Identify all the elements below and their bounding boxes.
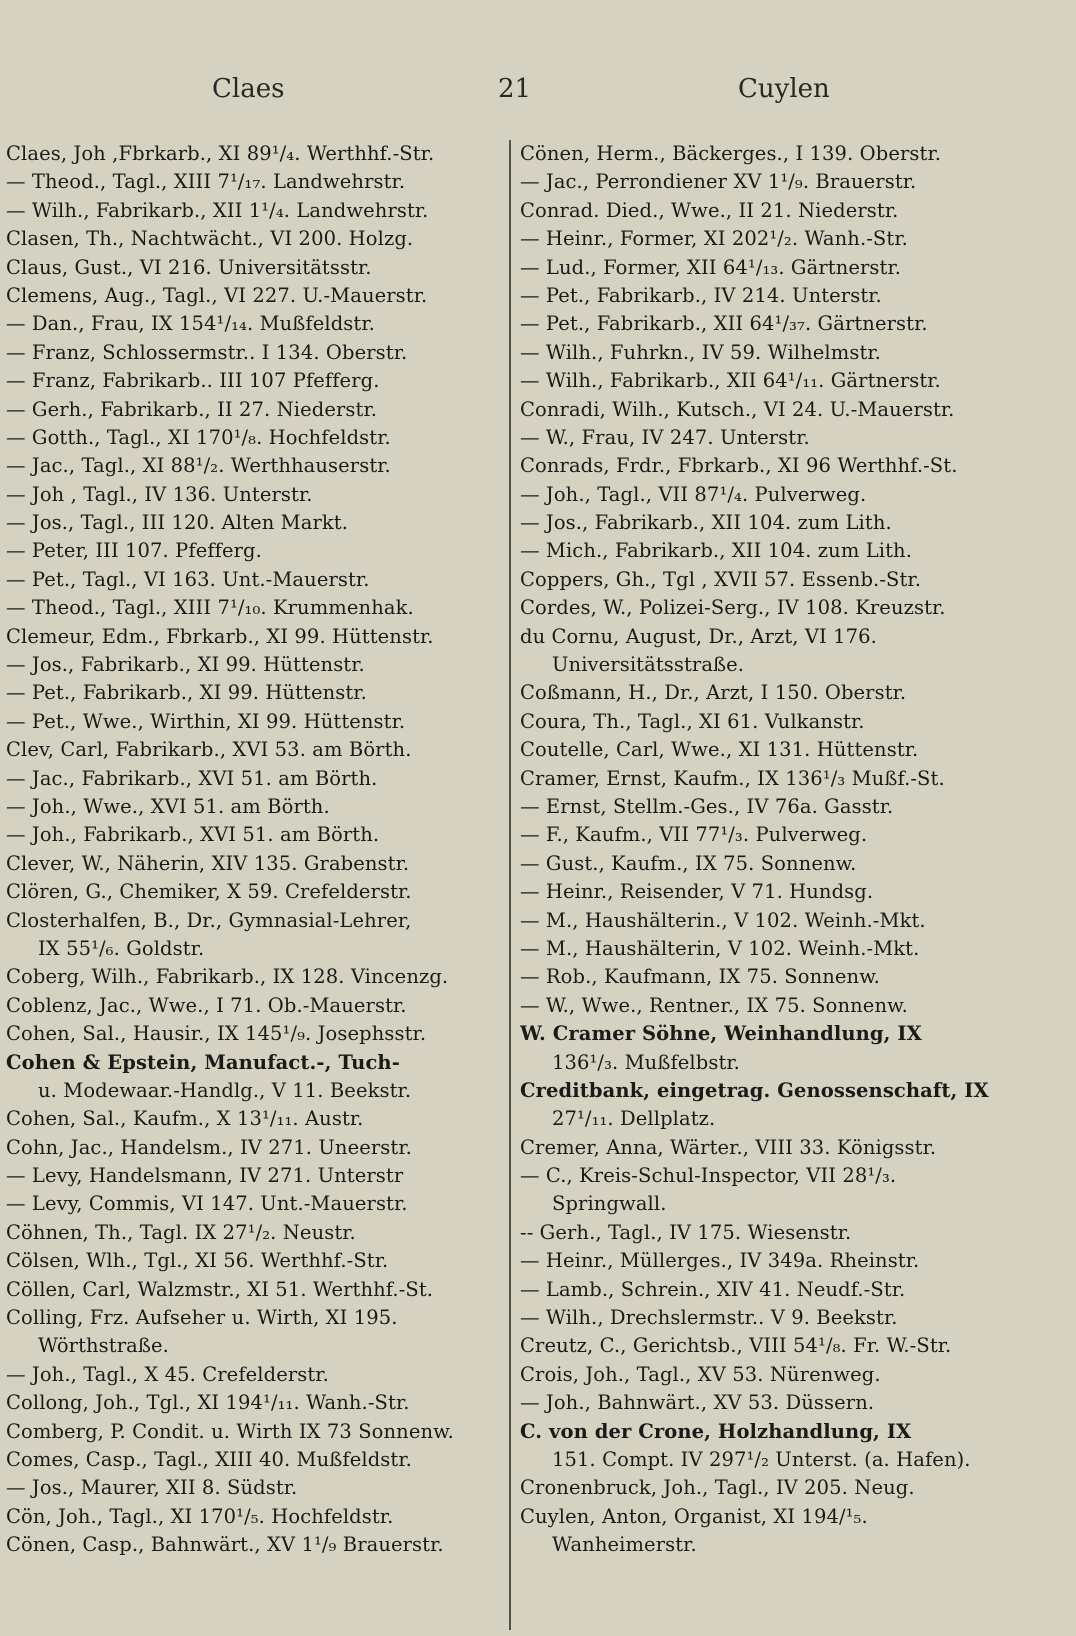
directory-entry: — Joh., Tagl., X 45. Crefelderstr. <box>6 1362 329 1386</box>
directory-entry: Comberg, P. Condit. u. Wirth IX 73 Sonnenw. <box>6 1419 454 1443</box>
directory-entry: Cuylen, Anton, Organist, XI 194/¹₅. <box>520 1504 868 1528</box>
directory-entry: — Pet., Tagl., VI 163. Unt.-Mauerstr. <box>6 567 370 591</box>
directory-entry: Cönen, Herm., Bäckerges., I 139. Oberstr. <box>520 142 942 165</box>
directory-entry: — Lud., Former, XII 64¹/₁₃. Gärtnerstr. <box>520 255 902 279</box>
directory-entry: Coutelle, Carl, Wwe., XI 131. Hüttenstr. <box>520 738 919 762</box>
directory-entry: — Gust., Kaufm., IX 75. Sonnenw. <box>520 851 857 875</box>
directory-entry: — W., Frau, IV 247. Unterstr. <box>520 425 810 449</box>
left-column <box>6 140 506 1630</box>
directory-entry: Cohen, Sal., Kaufm., X 13¹/₁₁. Austr. <box>6 1107 364 1131</box>
directory-entry: Cohen, Sal., Hausir., IX 145¹/₉. Josephsstr. <box>6 1022 427 1046</box>
directory-entry: C. von der Crone, Holzhandlung, IX <box>520 1419 912 1443</box>
directory-entry: Clören, G., Chemiker, X 59. Crefelderstr. <box>6 880 412 904</box>
directory-entry: — Levy, Handelsmann, IV 271. Unterstr <box>6 1164 404 1188</box>
directory-entry: Conradi, Wilh., Kutsch., VI 24. U.-Mauerstr. <box>520 397 955 421</box>
directory-entry: — M., Haushälterin, V 102. Weinh.-Mkt. <box>520 936 920 960</box>
directory-entry-continuation: u. Modewaar.-Handlg., V 11. Beekstr. <box>38 1078 412 1102</box>
directory-entry: Cordes, W., Polizei-Serg., IV 108. Kreuzstr. <box>520 596 946 620</box>
directory-entry: Coßmann, H., Dr., Arzt, I 150. Oberstr. <box>520 681 907 705</box>
directory-entry: Coppers, Gh., Tgl , XVII 57. Essenb.-Str. <box>520 567 922 591</box>
directory-entry: -- Gerh., Tagl., IV 175. Wiesenstr. <box>520 1220 852 1244</box>
directory-entry: — Pet., Fabrikarb., IV 214. Unterstr. <box>520 283 882 307</box>
directory-entry: Conrad. Died., Wwe., II 21. Niederstr. <box>520 198 899 222</box>
directory-entry: — Wilh., Fabrikarb., XII 64¹/₁₁. Gärtnerstr. <box>520 369 941 393</box>
directory-entry: — Joh., Bahnwärt., XV 53. Düssern. <box>520 1391 875 1415</box>
directory-entry: — Jac., Perrondiener XV 1¹/₉. Brauerstr. <box>520 170 917 194</box>
directory-entry: — Gerh., Fabrikarb., II 27. Niederstr. <box>6 397 378 421</box>
directory-entry: Clasen, Th., Nachtwächt., VI 200. Holzg. <box>6 227 414 251</box>
directory-entry: — Heinr., Former, XI 202¹/₂. Wanh.-Str. <box>520 227 908 251</box>
directory-entry: Coblenz, Jac., Wwe., I 71. Ob.-Mauerstr. <box>6 993 407 1017</box>
directory-entry: — F., Kaufm., VII 77¹/₃. Pulverweg. <box>520 823 868 847</box>
directory-entry: — Jos., Maurer, XII 8. Südstr. <box>6 1476 298 1500</box>
page-number: 21 <box>498 74 532 104</box>
directory-entry: — Wilh., Fabrikarb., XII 1¹/₄. Landwehrstr. <box>6 198 429 222</box>
directory-entry: Cöhnen, Th., Tagl. IX 27¹/₂. Neustr. <box>6 1220 356 1244</box>
directory-entry: — Joh., Tagl., VII 87¹/₄. Pulverweg. <box>520 482 867 506</box>
directory-entry: Cön, Joh., Tagl., XI 170¹/₅. Hochfeldstr. <box>6 1504 394 1528</box>
directory-entry: — Peter, III 107. Pfefferg. <box>6 539 262 563</box>
directory-entry: Clemeur, Edm., Fbrkarb., XI 99. Hüttenstr. <box>6 624 434 648</box>
directory-entry: — Jac., Fabrikarb., XVI 51. am Börth. <box>6 766 378 790</box>
directory-entry: Coberg, Wilh., Fabrikarb., IX 128. Vincenzg. <box>6 965 449 989</box>
directory-entry-continuation: Wanheimerstr. <box>552 1533 697 1557</box>
directory-entry: du Cornu, August, Dr., Arzt, VI 176. <box>520 624 877 648</box>
right-column <box>520 140 1020 1630</box>
directory-entry: — Mich., Fabrikarb., XII 104. zum Lith. <box>520 539 912 563</box>
directory-entry: — Pet., Fabrikarb., XII 64¹/₃₇. Gärtnerstr. <box>520 312 928 336</box>
directory-entry: Closterhalfen, B., Dr., Gymnasial-Lehrer, <box>6 908 412 932</box>
directory-entry: Cöllen, Carl, Walzmstr., XI 51. Werthhf.-St. <box>6 1277 434 1301</box>
directory-entry: Conrads, Frdr., Fbrkarb., XI 96 Werthhf.-St. <box>520 454 958 478</box>
directory-entry: Comes, Casp., Tagl., XIII 40. Mußfeldstr. <box>6 1447 412 1471</box>
page-header <box>0 74 1076 118</box>
directory-entry: Cohen & Epstein, Manufact.-, Tuch- <box>6 1050 400 1074</box>
directory-entry: Claus, Gust., VI 216. Universitätsstr. <box>6 255 372 279</box>
directory-entry-continuation: Springwall. <box>552 1192 667 1216</box>
directory-entry: Colling, Frz. Aufseher u. Wirth, XI 195. <box>6 1306 398 1330</box>
directory-entry: Collong, Joh., Tgl., XI 194¹/₁₁. Wanh.-Str. <box>6 1391 410 1415</box>
directory-entry: — Jos., Tagl., III 120. Alten Markt. <box>6 511 349 535</box>
directory-entry: Creditbank, eingetrag. Genossenschaft, IX <box>520 1078 989 1102</box>
directory-entry: Cramer, Ernst, Kaufm., IX 136¹/₃ Mußf.-St. <box>520 766 945 790</box>
directory-entry: — M., Haushälterin., V 102. Weinh.-Mkt. <box>520 908 926 932</box>
directory-entry: — Pet., Fabrikarb., XI 99. Hüttenstr. <box>6 681 367 705</box>
directory-entry: — Theod., Tagl., XIII 7¹/₁₇. Landwehrstr. <box>6 170 406 194</box>
directory-entry: — Jos., Fabrikarb., XI 99. Hüttenstr. <box>6 653 365 677</box>
directory-entry: — Wilh., Fuhrkn., IV 59. Wilhelmstr. <box>520 340 881 364</box>
directory-entry-continuation: 151. Compt. IV 297¹/₂ Unterst. (a. Hafen). <box>552 1447 971 1471</box>
directory-entry: — Gotth., Tagl., XI 170¹/₈. Hochfeldstr. <box>6 425 391 449</box>
directory-entry: — Jos., Fabrikarb., XII 104. zum Lith. <box>520 511 892 535</box>
directory-entry: Crois, Joh., Tagl., XV 53. Nürenweg. <box>520 1362 881 1386</box>
directory-entry: Cremer, Anna, Wärter., VIII 33. Königsstr. <box>520 1135 937 1159</box>
directory-entry-continuation: Wörthstraße. <box>38 1334 169 1358</box>
directory-entry: Clev, Carl, Fabrikarb., XVI 53. am Börth. <box>6 738 412 762</box>
directory-entry: — Wilh., Drechslermstr.. V 9. Beekstr. <box>520 1306 898 1330</box>
header-last-entry: Cuylen <box>738 74 830 104</box>
directory-entry: W. Cramer Söhne, Weinhandlung, IX <box>520 1022 922 1046</box>
directory-entry: — Levy, Commis, VI 147. Unt.-Mauerstr. <box>6 1192 408 1216</box>
directory-entry: — Dan., Frau, IX 154¹/₁₄. Mußfeldstr. <box>6 312 375 336</box>
directory-entry: — Franz, Fabrikarb.. III 107 Pfefferg. <box>6 369 380 393</box>
directory-entry: — Joh , Tagl., IV 136. Unterstr. <box>6 482 313 506</box>
directory-entry: — W., Wwe., Rentner., IX 75. Sonnenw. <box>520 993 908 1017</box>
column-divider <box>509 140 511 1630</box>
directory-entry: Creutz, C., Gerichtsb., VIII 54¹/₈. Fr. W.-Str. <box>520 1334 952 1358</box>
header-first-entry: Claes <box>212 74 285 104</box>
directory-entry: Coura, Th., Tagl., XI 61. Vulkanstr. <box>520 709 865 733</box>
directory-entry-continuation: 136¹/₃. Mußfelbstr. <box>552 1050 740 1074</box>
directory-entry: — Heinr., Reisender, V 71. Hundsg. <box>520 880 874 904</box>
directory-entry: Clever, W., Näherin, XIV 135. Grabenstr. <box>6 851 410 875</box>
directory-entry: — C., Kreis-Schul-Inspector, VII 28¹/₃. <box>520 1164 897 1188</box>
directory-entry: Cönen, Casp., Bahnwärt., XV 1¹/₉ Brauerstr. <box>6 1533 444 1557</box>
directory-entry: — Joh., Wwe., XVI 51. am Börth. <box>6 794 330 818</box>
directory-entry: — Lamb., Schrein., XIV 41. Neudf.-Str. <box>520 1277 906 1301</box>
directory-entry: — Franz, Schlossermstr.. I 134. Oberstr. <box>6 340 408 364</box>
directory-entry-continuation: 27¹/₁₁. Dellplatz. <box>552 1107 716 1131</box>
directory-entry-continuation: Universitätsstraße. <box>552 653 745 677</box>
directory-entry: — Joh., Fabrikarb., XVI 51. am Börth. <box>6 823 380 847</box>
directory-entry: Claes, Joh ,Fbrkarb., XI 89¹/₄. Werthhf.-Str. <box>6 142 435 165</box>
directory-entry: — Pet., Wwe., Wirthin, XI 99. Hüttenstr. <box>6 709 406 733</box>
directory-entry: Cronenbruck, Joh., Tagl., IV 205. Neug. <box>520 1476 915 1500</box>
directory-entry: — Heinr., Müllerges., IV 349a. Rheinstr. <box>520 1249 920 1273</box>
directory-entry: — Jac., Tagl., XI 88¹/₂. Werthhauserstr. <box>6 454 391 478</box>
directory-entry: — Ernst, Stellm.-Ges., IV 76a. Gasstr. <box>520 794 894 818</box>
directory-entry: Clemens, Aug., Tagl., VI 227. U.-Mauerstr. <box>6 283 428 307</box>
directory-entry: — Rob., Kaufmann, IX 75. Sonnenw. <box>520 965 880 989</box>
directory-entry-continuation: IX 55¹/₆. Goldstr. <box>38 936 205 960</box>
directory-entry: — Theod., Tagl., XIII 7¹/₁₀. Krummenhak. <box>6 596 414 620</box>
directory-entry: Cohn, Jac., Handelsm., IV 271. Uneerstr. <box>6 1135 412 1159</box>
directory-entry: Cölsen, Wlh., Tgl., XI 56. Werthhf.-Str. <box>6 1249 389 1273</box>
